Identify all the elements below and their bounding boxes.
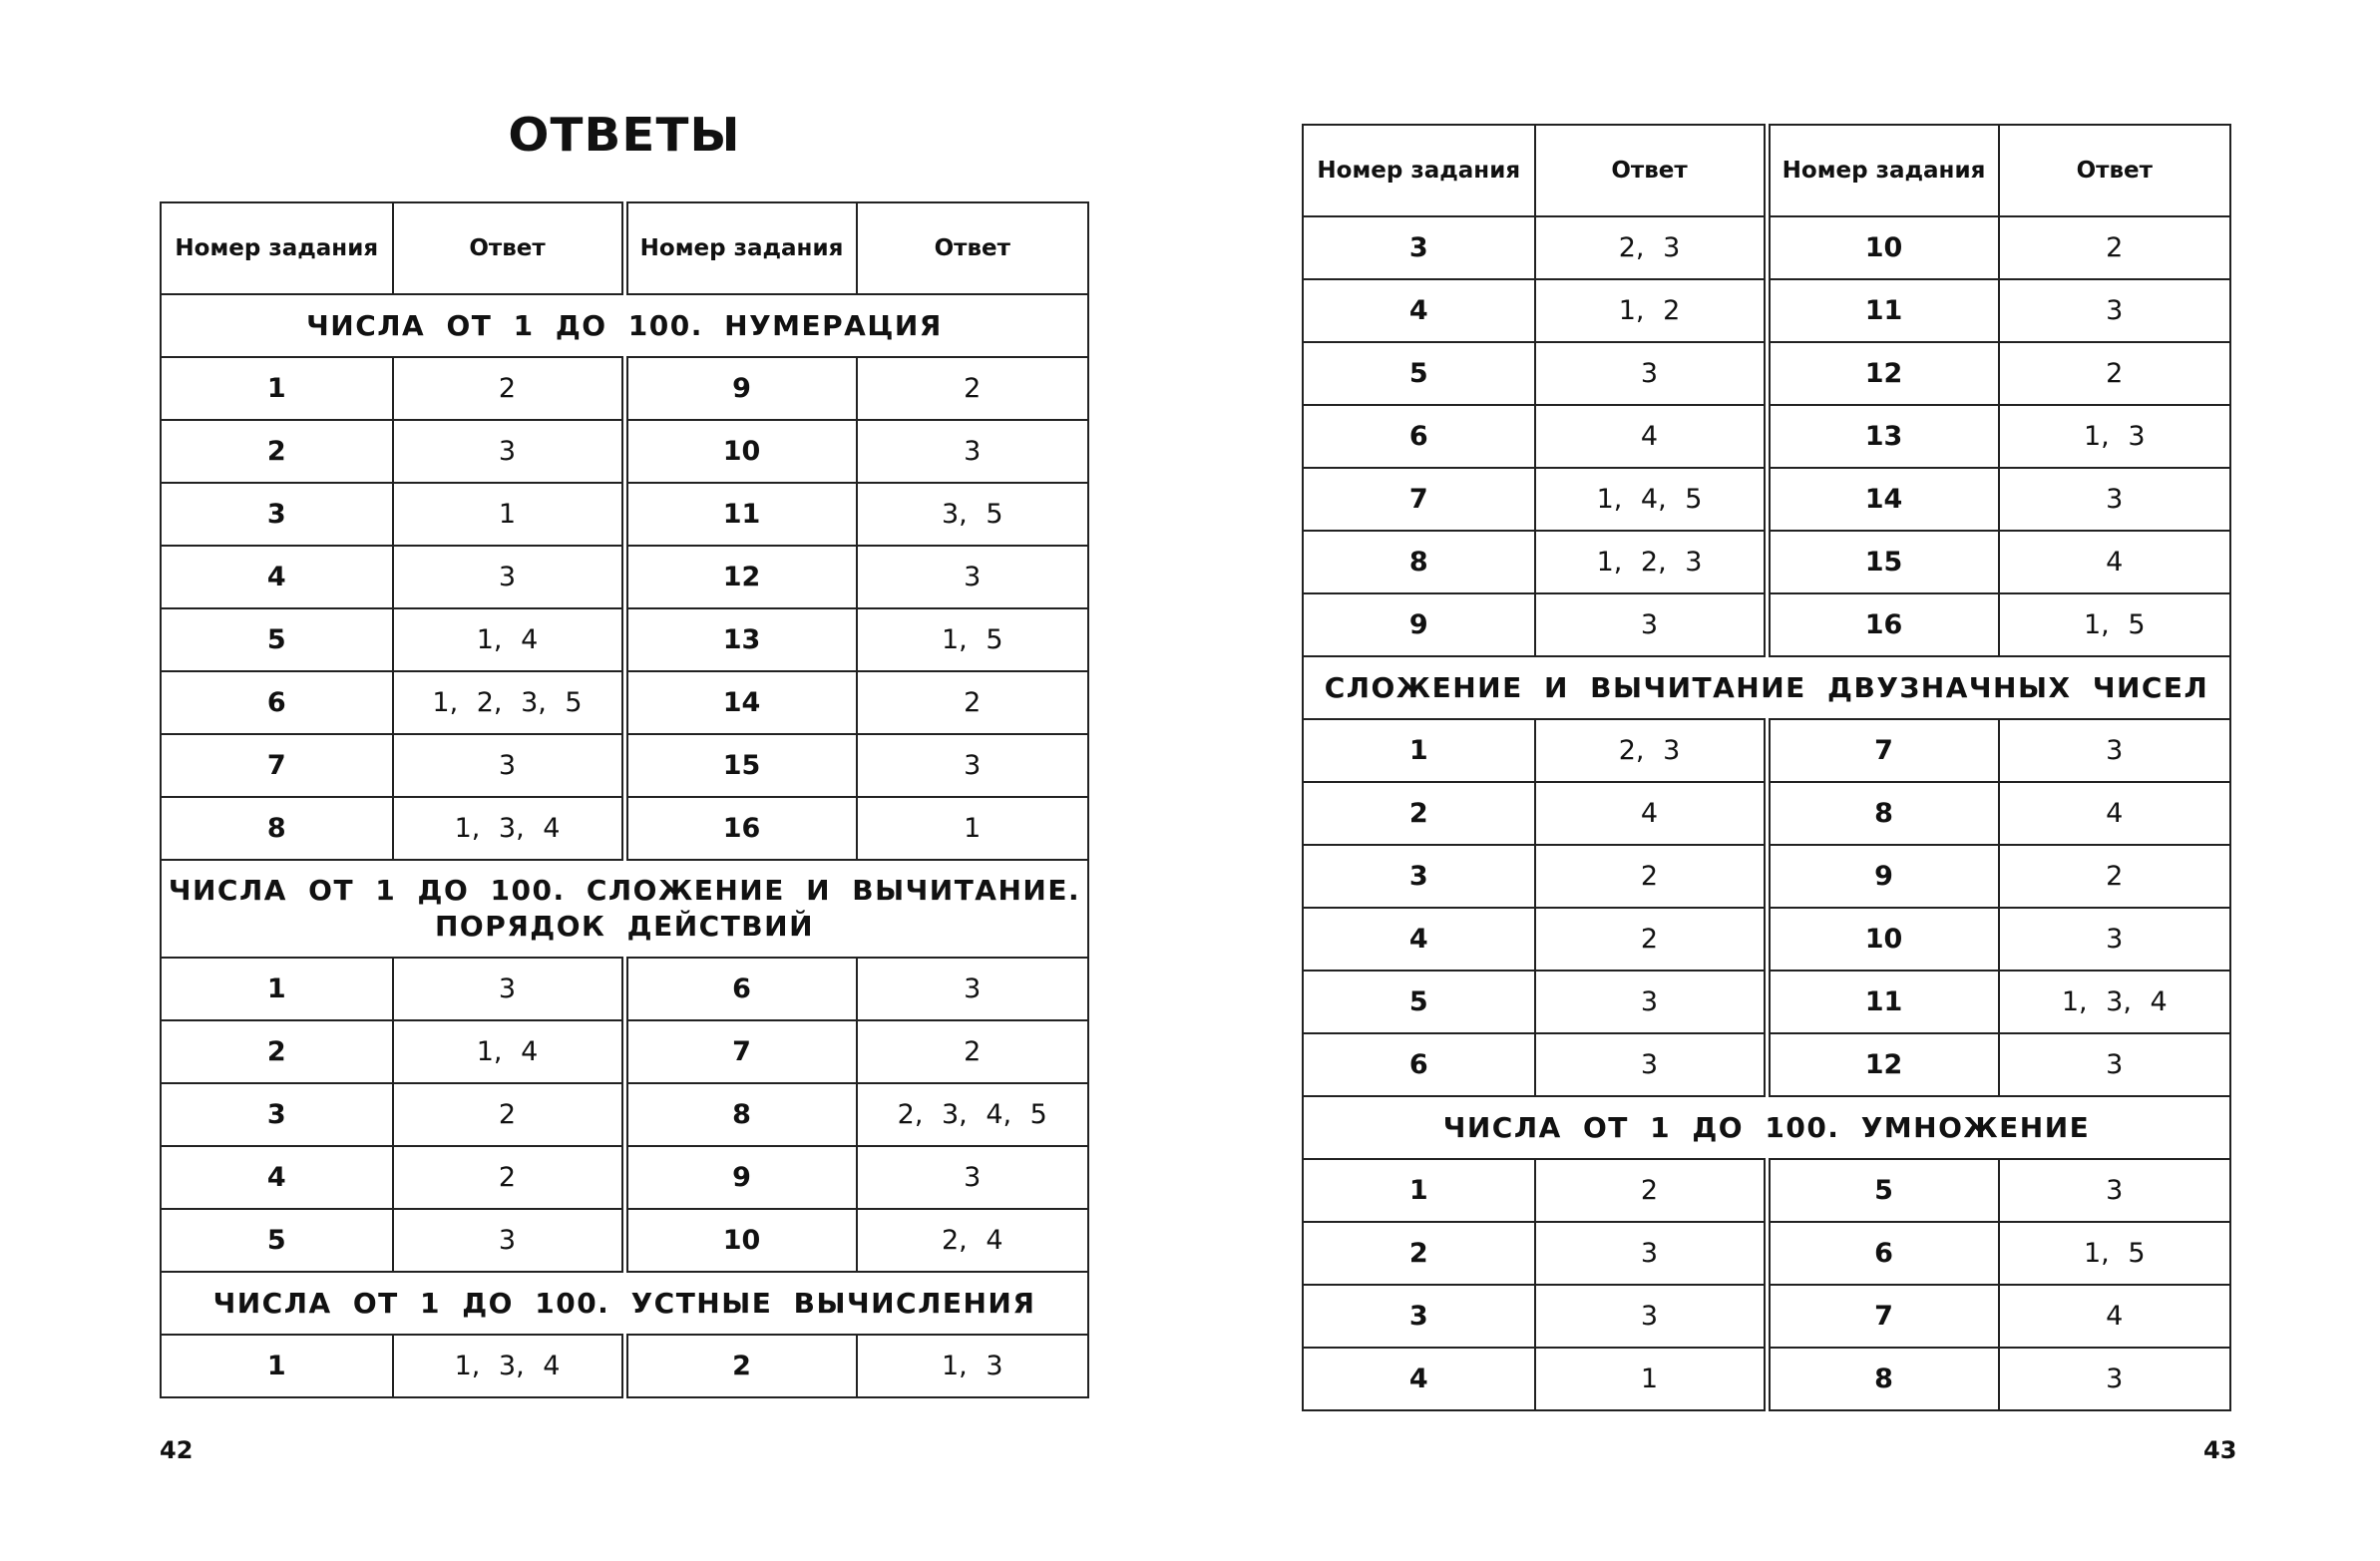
task-number-cell: 8: [1767, 782, 1999, 845]
table-row: [1303, 279, 2230, 342]
task-number-cell: 3: [1303, 216, 1535, 279]
task-number-cell: 6: [1303, 405, 1535, 468]
task-number-cell: 11: [1767, 971, 1999, 1033]
task-number-cell: 2: [1303, 782, 1535, 845]
task-number-cell: 5: [161, 1209, 393, 1272]
left-table-body: [161, 294, 1088, 1397]
task-number-cell: 6: [1303, 1033, 1535, 1096]
table-row: [161, 797, 1088, 860]
section-heading: СЛОЖЕНИЕ И ВЫЧИТАНИЕ ДВУЗНАЧНЫХ ЧИСЕЛ: [1303, 656, 2230, 719]
table-row: [1303, 1033, 2230, 1096]
answer-cell: 2: [1535, 1159, 1768, 1222]
header-answer: Ответ: [1999, 125, 2231, 216]
answer-cell: 2: [1535, 845, 1768, 908]
answer-cell: 3: [857, 546, 1089, 608]
answer-cell: 2, 3: [1535, 216, 1768, 279]
task-number-cell: 9: [1303, 593, 1535, 656]
answer-cell: 1: [393, 483, 625, 546]
section-heading-row: [161, 1272, 1088, 1335]
answer-cell: 3: [1999, 1159, 2231, 1222]
table-row: [1303, 908, 2230, 971]
answer-cell: 2: [1999, 342, 2231, 405]
table-header-row: [161, 202, 1088, 294]
answer-cell: 3: [1999, 719, 2231, 782]
task-number-cell: 12: [624, 546, 857, 608]
task-number-cell: 7: [1767, 1285, 1999, 1348]
table-row: [1303, 1348, 2230, 1410]
answer-cell: 2: [393, 1083, 625, 1146]
table-row: [161, 1146, 1088, 1209]
page-title: ОТВЕТЫ: [508, 108, 741, 162]
task-number-cell: 15: [1767, 531, 1999, 593]
answer-cell: 2: [857, 671, 1089, 734]
answer-cell: 4: [1999, 531, 2231, 593]
section-heading: ЧИСЛА ОТ 1 ДО 100. СЛОЖЕНИЕ И ВЫЧИТАНИЕ. ПОРЯДОК ДЕЙСТВИЙ: [161, 860, 1088, 958]
task-number-cell: 7: [624, 1020, 857, 1083]
answer-cell: 3: [1535, 971, 1768, 1033]
answers-table-right: [1302, 124, 2231, 1411]
task-number-cell: 4: [1303, 1348, 1535, 1410]
table-header-row: [1303, 125, 2230, 216]
section-heading: ЧИСЛА ОТ 1 ДО 100. УСТНЫЕ ВЫЧИСЛЕНИЯ: [161, 1272, 1088, 1335]
section-heading: ЧИСЛА ОТ 1 ДО 100. НУМЕРАЦИЯ: [161, 294, 1088, 357]
table-row: [161, 1083, 1088, 1146]
task-number-cell: 11: [624, 483, 857, 546]
answer-cell: 3: [1535, 1033, 1768, 1096]
page-number: 42: [160, 1436, 194, 1464]
table-row: [1303, 405, 2230, 468]
task-number-cell: 8: [624, 1083, 857, 1146]
task-number-cell: 2: [1303, 1222, 1535, 1285]
answer-cell: 3: [857, 1146, 1089, 1209]
answer-cell: 1, 5: [1999, 593, 2231, 656]
task-number-cell: 1: [161, 357, 393, 420]
table-row: [1303, 782, 2230, 845]
answer-cell: 1, 2, 3: [1535, 531, 1768, 593]
header-answer: Ответ: [857, 202, 1089, 294]
answer-cell: 2: [1999, 216, 2231, 279]
task-number-cell: 1: [1303, 719, 1535, 782]
table-row: [161, 1020, 1088, 1083]
task-number-cell: 10: [624, 420, 857, 483]
answer-cell: 3: [1999, 908, 2231, 971]
task-number-cell: 4: [161, 546, 393, 608]
answer-cell: 3: [857, 958, 1089, 1020]
table-row: [161, 1335, 1088, 1397]
answer-cell: 3: [393, 734, 625, 797]
header-task-number: Номер задания: [1303, 125, 1535, 216]
task-number-cell: 6: [161, 671, 393, 734]
header-task-number: Номер задания: [161, 202, 393, 294]
answer-cell: 3: [857, 734, 1089, 797]
answer-cell: 1, 3: [1999, 405, 2231, 468]
answer-cell: 3: [1535, 1222, 1768, 1285]
task-number-cell: 2: [161, 1020, 393, 1083]
task-number-cell: 10: [1767, 908, 1999, 971]
answer-cell: 1, 3, 4: [393, 1335, 625, 1397]
answer-cell: 1, 4: [393, 1020, 625, 1083]
task-number-cell: 3: [1303, 845, 1535, 908]
section-heading-row: [161, 294, 1088, 357]
task-number-cell: 10: [1767, 216, 1999, 279]
table-row: [161, 958, 1088, 1020]
task-number-cell: 8: [1767, 1348, 1999, 1410]
header-answer: Ответ: [1535, 125, 1768, 216]
task-number-cell: 8: [1303, 531, 1535, 593]
answer-cell: 3: [393, 958, 625, 1020]
answer-cell: 3: [1999, 468, 2231, 531]
task-number-cell: 15: [624, 734, 857, 797]
table-row: [1303, 719, 2230, 782]
table-row: [1303, 593, 2230, 656]
answer-cell: 1, 5: [857, 608, 1089, 671]
answer-cell: 1, 2: [1535, 279, 1768, 342]
task-number-cell: 16: [1767, 593, 1999, 656]
right-table-body: [1303, 216, 2230, 1410]
task-number-cell: 7: [1303, 468, 1535, 531]
task-number-cell: 7: [1767, 719, 1999, 782]
task-number-cell: 3: [1303, 1285, 1535, 1348]
task-number-cell: 6: [624, 958, 857, 1020]
table-row: [161, 608, 1088, 671]
task-number-cell: 14: [624, 671, 857, 734]
answer-cell: 1: [857, 797, 1089, 860]
table-row: [1303, 468, 2230, 531]
answer-cell: 4: [1999, 1285, 2231, 1348]
table-row: [161, 734, 1088, 797]
header-task-number: Номер задания: [624, 202, 857, 294]
task-number-cell: 13: [624, 608, 857, 671]
answer-cell: 3: [1999, 279, 2231, 342]
task-number-cell: 2: [161, 420, 393, 483]
table-row: [1303, 531, 2230, 593]
table-row: [161, 1209, 1088, 1272]
answer-cell: 3: [1535, 342, 1768, 405]
section-heading-row: [1303, 1096, 2230, 1159]
answer-cell: 1: [1535, 1348, 1768, 1410]
section-heading-row: [1303, 656, 2230, 719]
answer-cell: 2: [393, 1146, 625, 1209]
table-row: [1303, 216, 2230, 279]
table-row: [161, 420, 1088, 483]
page-number: 43: [2203, 1436, 2237, 1464]
table-row: [161, 671, 1088, 734]
task-number-cell: 5: [1303, 342, 1535, 405]
task-number-cell: 4: [1303, 908, 1535, 971]
right-page: [1190, 0, 2380, 1561]
task-number-cell: 3: [161, 483, 393, 546]
answer-cell: 2, 3, 4, 5: [857, 1083, 1089, 1146]
answer-cell: 2: [857, 1020, 1089, 1083]
task-number-cell: 5: [1303, 971, 1535, 1033]
task-number-cell: 4: [161, 1146, 393, 1209]
answer-cell: 3: [393, 420, 625, 483]
task-number-cell: 12: [1767, 1033, 1999, 1096]
task-number-cell: 10: [624, 1209, 857, 1272]
table-row: [1303, 971, 2230, 1033]
header-answer: Ответ: [393, 202, 625, 294]
table-row: [1303, 342, 2230, 405]
section-heading-row: [161, 860, 1088, 958]
table-row: [1303, 845, 2230, 908]
answers-table-left: [160, 201, 1089, 1398]
task-number-cell: 9: [624, 1146, 857, 1209]
answer-cell: 1, 4, 5: [1535, 468, 1768, 531]
answer-cell: 2: [393, 357, 625, 420]
task-number-cell: 5: [1767, 1159, 1999, 1222]
task-number-cell: 5: [161, 608, 393, 671]
task-number-cell: 9: [1767, 845, 1999, 908]
answer-cell: 1, 5: [1999, 1222, 2231, 1285]
answer-cell: 2, 4: [857, 1209, 1089, 1272]
answer-cell: 1, 3, 4: [1999, 971, 2231, 1033]
answer-cell: 1, 3, 4: [393, 797, 625, 860]
table-row: [1303, 1159, 2230, 1222]
task-number-cell: 4: [1303, 279, 1535, 342]
task-number-cell: 16: [624, 797, 857, 860]
section-heading: ЧИСЛА ОТ 1 ДО 100. УМНОЖЕНИЕ: [1303, 1096, 2230, 1159]
task-number-cell: 9: [624, 357, 857, 420]
task-number-cell: 1: [1303, 1159, 1535, 1222]
answer-cell: 3: [393, 546, 625, 608]
task-number-cell: 7: [161, 734, 393, 797]
answer-cell: 3: [1999, 1348, 2231, 1410]
table-row: [1303, 1285, 2230, 1348]
header-task-number: Номер задания: [1767, 125, 1999, 216]
task-number-cell: 8: [161, 797, 393, 860]
task-number-cell: 1: [161, 958, 393, 1020]
answer-cell: 2: [1999, 845, 2231, 908]
task-number-cell: 2: [624, 1335, 857, 1397]
answer-cell: 3, 5: [857, 483, 1089, 546]
answer-cell: 4: [1999, 782, 2231, 845]
answer-cell: 2: [857, 357, 1089, 420]
task-number-cell: 12: [1767, 342, 1999, 405]
table-row: [1303, 1222, 2230, 1285]
task-number-cell: 11: [1767, 279, 1999, 342]
answer-cell: 1, 3: [857, 1335, 1089, 1397]
table-row: [161, 546, 1088, 608]
answer-cell: 4: [1535, 405, 1768, 468]
task-number-cell: 13: [1767, 405, 1999, 468]
answer-cell: 1, 2, 3, 5: [393, 671, 625, 734]
task-number-cell: 1: [161, 1335, 393, 1397]
answer-cell: 2: [1535, 908, 1768, 971]
table-row: [161, 357, 1088, 420]
task-number-cell: 6: [1767, 1222, 1999, 1285]
task-number-cell: 3: [161, 1083, 393, 1146]
answer-cell: 3: [1535, 593, 1768, 656]
answer-cell: 3: [857, 420, 1089, 483]
answer-cell: 4: [1535, 782, 1768, 845]
answer-cell: 1, 4: [393, 608, 625, 671]
answer-cell: 2, 3: [1535, 719, 1768, 782]
task-number-cell: 14: [1767, 468, 1999, 531]
table-row: [161, 483, 1088, 546]
answer-cell: 3: [393, 1209, 625, 1272]
answer-cell: 3: [1999, 1033, 2231, 1096]
answer-cell: 3: [1535, 1285, 1768, 1348]
